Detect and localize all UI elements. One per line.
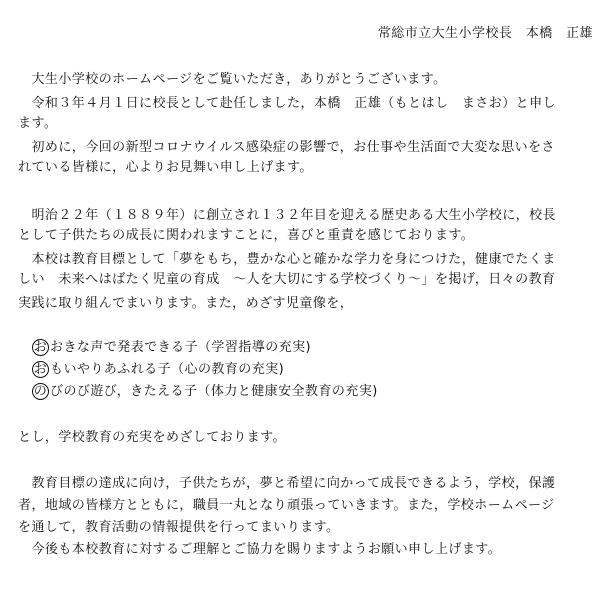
educational-goal-line-2: しい 未来へはばたく児童の育成 ～人を大切にする学校づくり～」を掲げ，日々の教育 — [18, 272, 556, 287]
goal-item-1 — [32, 338, 311, 358]
goal-item-text: おきな声で発表できる子（学習指導の充実) — [50, 340, 312, 355]
school-aim-line: とし，学校教育の充実をめざしております。 — [18, 430, 286, 445]
goal-item-text: もいやりあふれる子（心の教育の充実) — [50, 362, 285, 377]
history-line-2: として子供たちの成長に関われますことに，喜びと重責を感じております。 — [18, 228, 475, 243]
introduction-line-1: 令和３年４月１日に校長として赴任しました，本橋 正雄（もとはし まさお）と申し — [18, 96, 557, 111]
closing-line-2: 者，地域の皆様方とともに，職員一丸となり頑張っていきます。また，学校ホームページ — [18, 498, 555, 513]
circled-character: お — [33, 362, 48, 377]
covid-line-2: れている皆様に，心よりお見舞い申し上げます。 — [18, 160, 313, 175]
history-line-1: 明治２２年（１８８９年）に創立され１３２年目を迎える歴史ある大生小学校に，校長 — [18, 208, 557, 223]
greeting-paragraph: 大生小学校のホームページをご覧いただき，ありがとうございます。 — [18, 72, 447, 87]
circled-character: お — [33, 340, 48, 355]
educational-goal-line-1: 本校は教育目標として「夢をもち，豊かな心と確かな学力を身につけた，健康でたくま — [18, 252, 556, 267]
closing-line-1: 教育目標の達成に向け，子供たちが，夢と希望に向かって成長できるよう，学校，保護 — [18, 476, 556, 491]
closing-line-3: を通して，教育活動の情報提供を行ってまいります。 — [18, 520, 340, 535]
introduction-line-2: ます。 — [18, 116, 58, 131]
educational-goal-line-3: 実践に取り組んでまいります。また，めざす児童像を， — [18, 296, 354, 311]
goal-item-text: びのび遊び，きたえる子（体力と健康安全教育の充実) — [50, 384, 378, 399]
principal-signature: 常総市立大生小学校長 本橋 正雄 — [377, 26, 593, 41]
goal-item-2 — [32, 360, 284, 380]
final-request-line: 今後も本校教育に対するご理解とご協力を賜りますようお願い申し上げます。 — [18, 542, 502, 557]
covid-line-1: 初めに，今回の新型コロナウイルス感染症の影響で，お仕事や生活面で大変な思いをさ — [18, 140, 555, 155]
circled-character: の — [33, 384, 48, 399]
goal-item-3 — [32, 382, 378, 402]
